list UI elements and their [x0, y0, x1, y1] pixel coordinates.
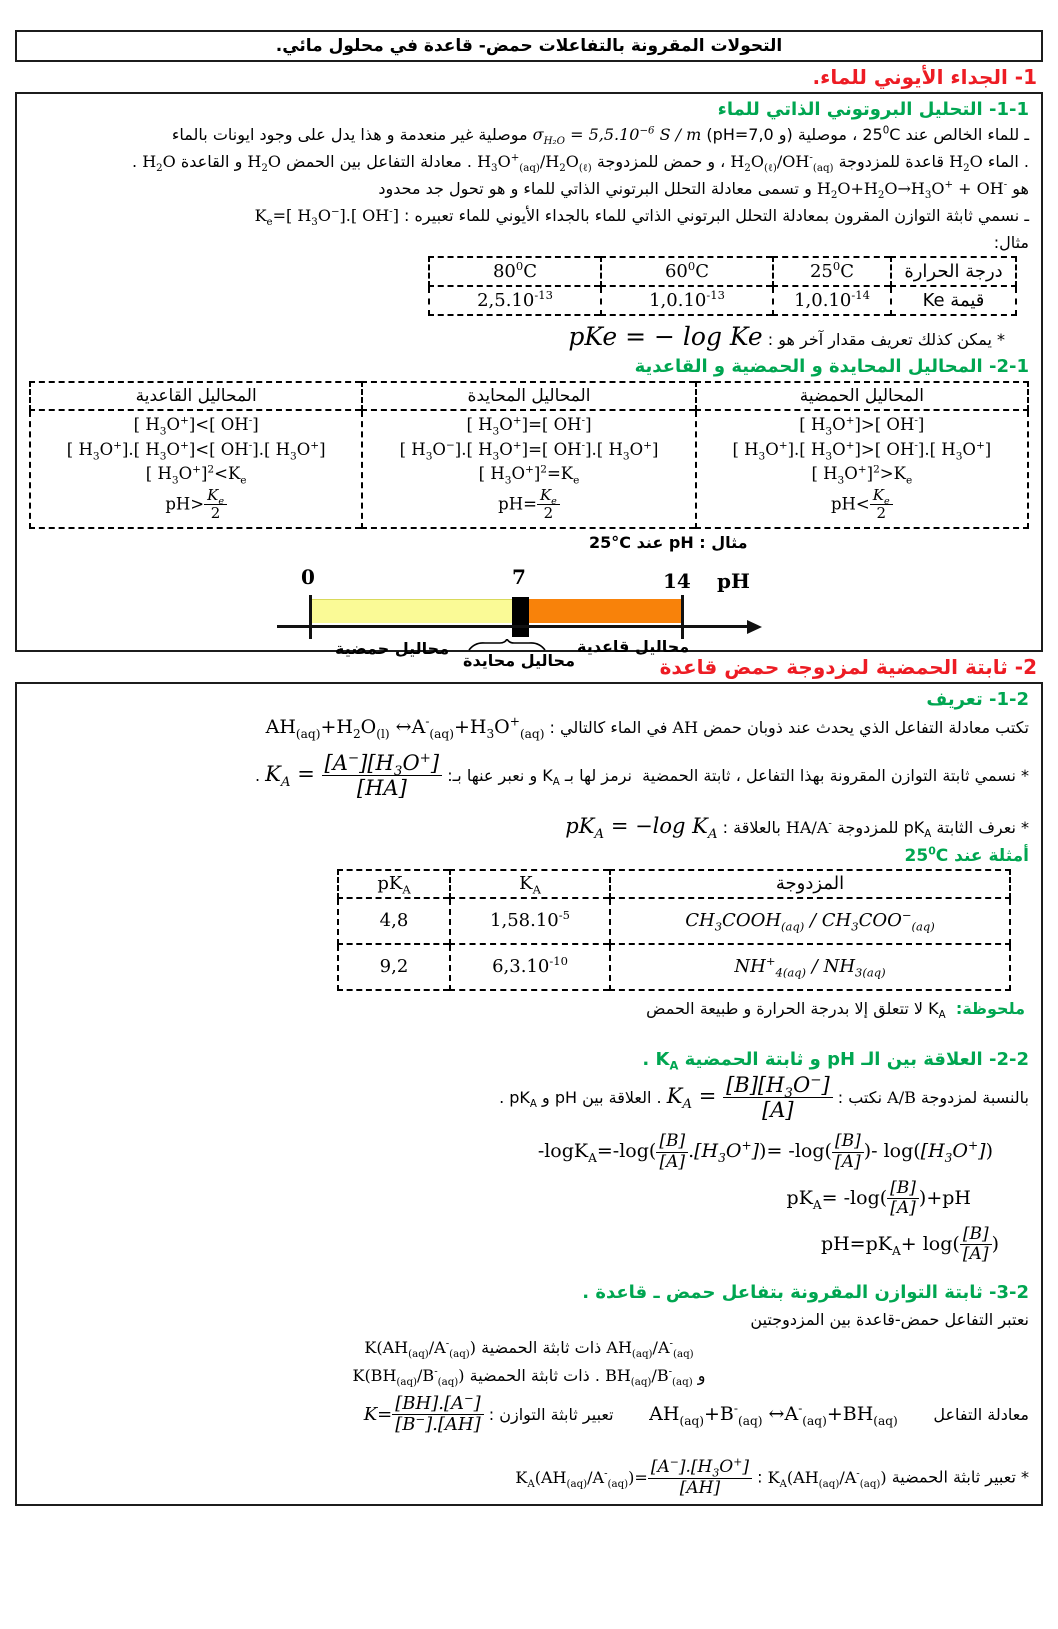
- table-row: [30, 410, 1028, 528]
- pka-row2-pka: 9,2: [338, 944, 450, 990]
- solutions-header-neutral: المحاليل المحايدة: [362, 382, 695, 410]
- document-title-box: [15, 30, 1043, 62]
- ka-remark: ملحوظة: $K_A$ لا تتعلق إلا بدرجة الحرارة و طبيعة الحمض: [646, 998, 1025, 1021]
- solutions-comparison-table: [29, 381, 1029, 529]
- table-row: [338, 870, 1010, 898]
- ph-scale-tick-label-0: 0: [301, 564, 315, 589]
- section-1-heading: 1- الجداء الأيوني للماء.: [812, 65, 1037, 89]
- ke-table-cell-60c-value: $1,0.10^{-13}$: [601, 286, 773, 315]
- ph-scale-base-bar: [529, 599, 681, 623]
- basic-relation-3: [ $H_3O^+]^2<K_e$: [145, 463, 247, 487]
- document-title: التحولات المقرونة بالتفاعلات حمض- قاعدة في محلول مائي.: [275, 36, 783, 56]
- formula-ph-equals: $pH=pK_A+ \log$( $\frac{[B]}{[A]}$ ): [820, 1223, 999, 1265]
- paragraph-water-conductivity: ـ للماء الخالص عند $25^0C$ ، موصلية (و pH=7,0) $\sigma_{H_2O} = 5,5.10^{-6}$ S / m موصلية غير منعدمة و هذا يدل على وجود ايونات بالماء: [171, 125, 1029, 148]
- neutral-relation-3: [ $H_3O^+]^2=K_e$: [478, 463, 580, 487]
- paragraph-couple-ah-a: $AH_{(aq)}/A^-_{(aq)}$ ذات ثابثة الحمضية $K(AH_{(aq)}/A^-_{(aq)})$: [364, 1337, 694, 1361]
- ph-scale-tick-label-14: 14: [663, 568, 691, 593]
- paragraph-pka-definition: * نعرف الثابتة $pK_A$ للمزدوجة HA/A- بالعلاقة : $pK_A = -\log$ $K_A$: [565, 814, 1029, 843]
- table-row: [338, 898, 1010, 944]
- pka-table-header-ka: $K_A$: [450, 870, 610, 898]
- subsection-1-2-heading: 2-1- المحاليل المحايدة و الحمضية و القاعدية: [634, 356, 1029, 378]
- ke-table-cell-label: قيمة Ke: [891, 286, 1016, 315]
- paragraph-reaction-equation-and-k: معادلة التفاعل $AH_{(aq)}+B^-_{(aq)}$ $\leftrightarrow A^-_{(aq)}+BH_{(aq)}$ تعبير ثابثة التوازن : K= $\frac{[BH].[A^-]}{[B^-].[AH]}$: [363, 1390, 1029, 1436]
- ph-scale-basic-label: محاليل قاعدية: [577, 636, 690, 656]
- examples-at-25c-heading: أمثلة عند $25^0C$: [904, 844, 1029, 866]
- neutral-relation-2: [ $H_3O^-$].[ $H_3O^+]=$[ OH-].[ $H_3O^+$]: [399, 439, 659, 462]
- section-2-heading: 2- ثابتة الحمضية لمزدوجة حمض قاعدة: [659, 655, 1037, 679]
- table-row: [30, 382, 1028, 410]
- ph-scale-tick-0: [309, 595, 312, 639]
- ph-scale-axis-arrow-icon: [747, 620, 762, 634]
- paragraph-ka-definition: * نسمي ثابتة التوازن المقرونة بهذا التفاعل ، ثابتة الحمضية نرمز لها بـ $K_A$ و نعبر عنها بـ: $K_A$ = $\frac{[A^-][H_3O^+]}{[HA]}$ .: [255, 750, 1029, 800]
- pka-row1-pka: 4,8: [338, 898, 450, 944]
- ph-scale-caption: مثال : pH عند 25°C: [589, 532, 748, 552]
- acidic-relation-1: [ $H_3O^+]>$[ OH-]: [799, 414, 925, 438]
- pka-row2-ka: $6,3.10^{-10}$: [450, 944, 610, 990]
- solutions-header-acidic: المحاليل الحمضية: [696, 382, 1028, 410]
- table-row: [429, 286, 1016, 315]
- section-2-box: [15, 682, 1043, 1506]
- paragraph-ka-expression: * تعبير ثابثة الحمضية $K_A(AH_{(aq)}/A^-_{(aq)})$ : $K_A(AH_{(aq)}/A^-_{(aq)})=$ $\frac{[A^-].[H_3O^+]}{[AH]}$: [515, 1455, 1029, 1498]
- ke-table-cell-80c-value: $2,5.10^{-13}$: [429, 286, 601, 315]
- paragraph-acid-base-reaction-intro: نعتبر التفاعل حمض-قاعدة بين المزدوجتين: [750, 1310, 1029, 1330]
- ke-table-header-25c: $25^0C$: [773, 257, 891, 286]
- neutral-relation-4: pH= $\frac{K_e}{2}$: [365, 487, 692, 523]
- ke-table-header-temperature: درجة الحرارة: [891, 257, 1016, 286]
- table-row: [338, 944, 1010, 990]
- paragraph-ionic-product-definition: ـ نسمي ثابثة التوازن المقرون بمعادلة التحلل البرتوني الذاتي للماء بالجداء الأيوني للماء تعبيره : $K_e=$[ $H_3O^-$].[ OH-]: [254, 205, 1029, 228]
- ke-table-cell-25c-value: $1,0.10^{-14}$: [773, 286, 891, 315]
- basic-relation-4: pH> $\frac{K_e}{2}$: [33, 487, 359, 523]
- ph-scale-axis-line: [277, 625, 749, 628]
- paragraph-couple-bh-b: و $BH_{(aq)}/B^-_{(aq)}$ . ذات ثابثة الحمضية $K(BH_{(aq)}/B^-_{(aq)})$: [352, 1366, 706, 1389]
- paragraph-water-couples: . الماء $H_2O$ قاعدة للمزدوجة $H_2O_{(\ell)}/OH^-_{(aq)}$ ، و حمض للمزدوجة $H_3O^+_{(aq)}/H_2O_{(\ell)}$ . معادلة التفاعل بين الحمض $H_2O$ و القاعدة $H_2O$ .: [132, 151, 1029, 175]
- ph-scale-acid-bar: [311, 599, 512, 623]
- pke-definition: * يمكن كذلك تعريف مقدار آخر هو : pKe = − log Ke: [568, 322, 1005, 352]
- subsection-2-3-heading: 3-2- ثابتة التوازن المقرونة بتفاعل حمض ـ قاعدة .: [582, 1281, 1029, 1303]
- ph-scale-tick-label-7: 7: [512, 564, 526, 589]
- ke-table-header-60c: $60^0C$: [601, 257, 773, 286]
- table-row: [429, 257, 1016, 286]
- underbrace-icon: [467, 639, 547, 651]
- paragraph-ab-couple-relation: بالنسبة لمزدوجة A/B نكتب : $K_A$ = $\frac{[B][H_3O^-]}{[A]}$ . العلاقة بين pH و $pK_A$ .: [499, 1073, 1029, 1123]
- ph-scale-neutral-marker: [512, 597, 529, 637]
- pka-examples-table: [337, 869, 1011, 991]
- solutions-cell-basic: [30, 410, 362, 528]
- basic-relation-1: [ $H_3O^+]<$[ OH-]: [133, 414, 259, 438]
- acidic-relation-3: [ $H_3O^+]^2>K_e$: [811, 463, 913, 487]
- neutral-relation-1: [ $H_3O^+]=$[ OH-]: [466, 414, 592, 438]
- ph-scale-neutral-label: محاليل محايدة: [463, 650, 575, 670]
- subsection-2-1-heading: 1-2- تعريف: [926, 689, 1029, 710]
- ke-table-header-80c: $80^0C$: [429, 257, 601, 286]
- pka-table-header-pka: $pK_A$: [338, 870, 450, 898]
- solutions-cell-neutral: [362, 410, 695, 528]
- acidic-relation-4: pH< $\frac{K_e}{2}$: [699, 487, 1025, 523]
- formula-log-ka-expansion: -logK$_A$=-log( $\frac{[B]}{[A]}$ $.[H_3O^+])= -\log$( $\frac{[B]}{[A]}$ )- $\log([H_3O^+])$: [537, 1131, 993, 1172]
- solutions-cell-acidic: [696, 410, 1028, 528]
- paragraph-acid-dissolution-equation: تكتب معادلة التفاعل الذي يحدث عند ذوبان حمض AH في الماء كالتالي : $AH_{(aq)}+H_2O_{(l)}$ $\leftrightarrow A^-_{(aq)}+H_3O^+_{(aq)}$: [265, 715, 1029, 742]
- pka-table-header-couple: المزدوجة: [610, 870, 1010, 898]
- pka-row1-ka: $1,58.10^{-5}$: [450, 898, 610, 944]
- ph-scale-axis-label: pH: [717, 568, 750, 593]
- acidic-relation-2: [ $H_3O^+$].[ $H_3O^+]>$[ OH-].[ $H_3O^+$]: [732, 439, 992, 462]
- solutions-header-basic: المحاليل القاعدية: [30, 382, 362, 410]
- formula-pka-equals: $pK_A= -\log$( $\frac{[B]}{[A]}$ )+pH: [786, 1177, 971, 1219]
- example-label: مثال:: [993, 232, 1029, 252]
- pka-row2-couple: $NH^+_{4(aq)} / NH_{3(aq)}$: [610, 944, 1010, 990]
- ph-scale-acid-label: محاليل حمضية: [335, 638, 450, 658]
- ph-scale-tick-14: [681, 595, 684, 639]
- subsection-2-2-heading: 2-2- العلاقة بين الـ pH و ثابتة الحمضية $K_A$ .: [642, 1048, 1029, 1073]
- pka-row1-couple: $CH_3COOH_{(aq)} / CH_3COO^-_{(aq)}$: [610, 898, 1010, 944]
- ke-temperature-table: [428, 256, 1017, 316]
- subsection-1-1-heading: 1-1- التحليل البروتوني الذاتي للماء: [717, 99, 1029, 120]
- paragraph-autoprotolysis-equation: هو $H_2O+H_2O\to H_3O^+ + OH^-$ و تسمى معادلة التحلل البرتوني الذاتي للماء و هو تحول جد محدود: [378, 178, 1029, 202]
- basic-relation-2: [ $H_3O^+$].[ $H_3O^+]<$[ OH-].[ $H_3O^+$]: [66, 439, 326, 462]
